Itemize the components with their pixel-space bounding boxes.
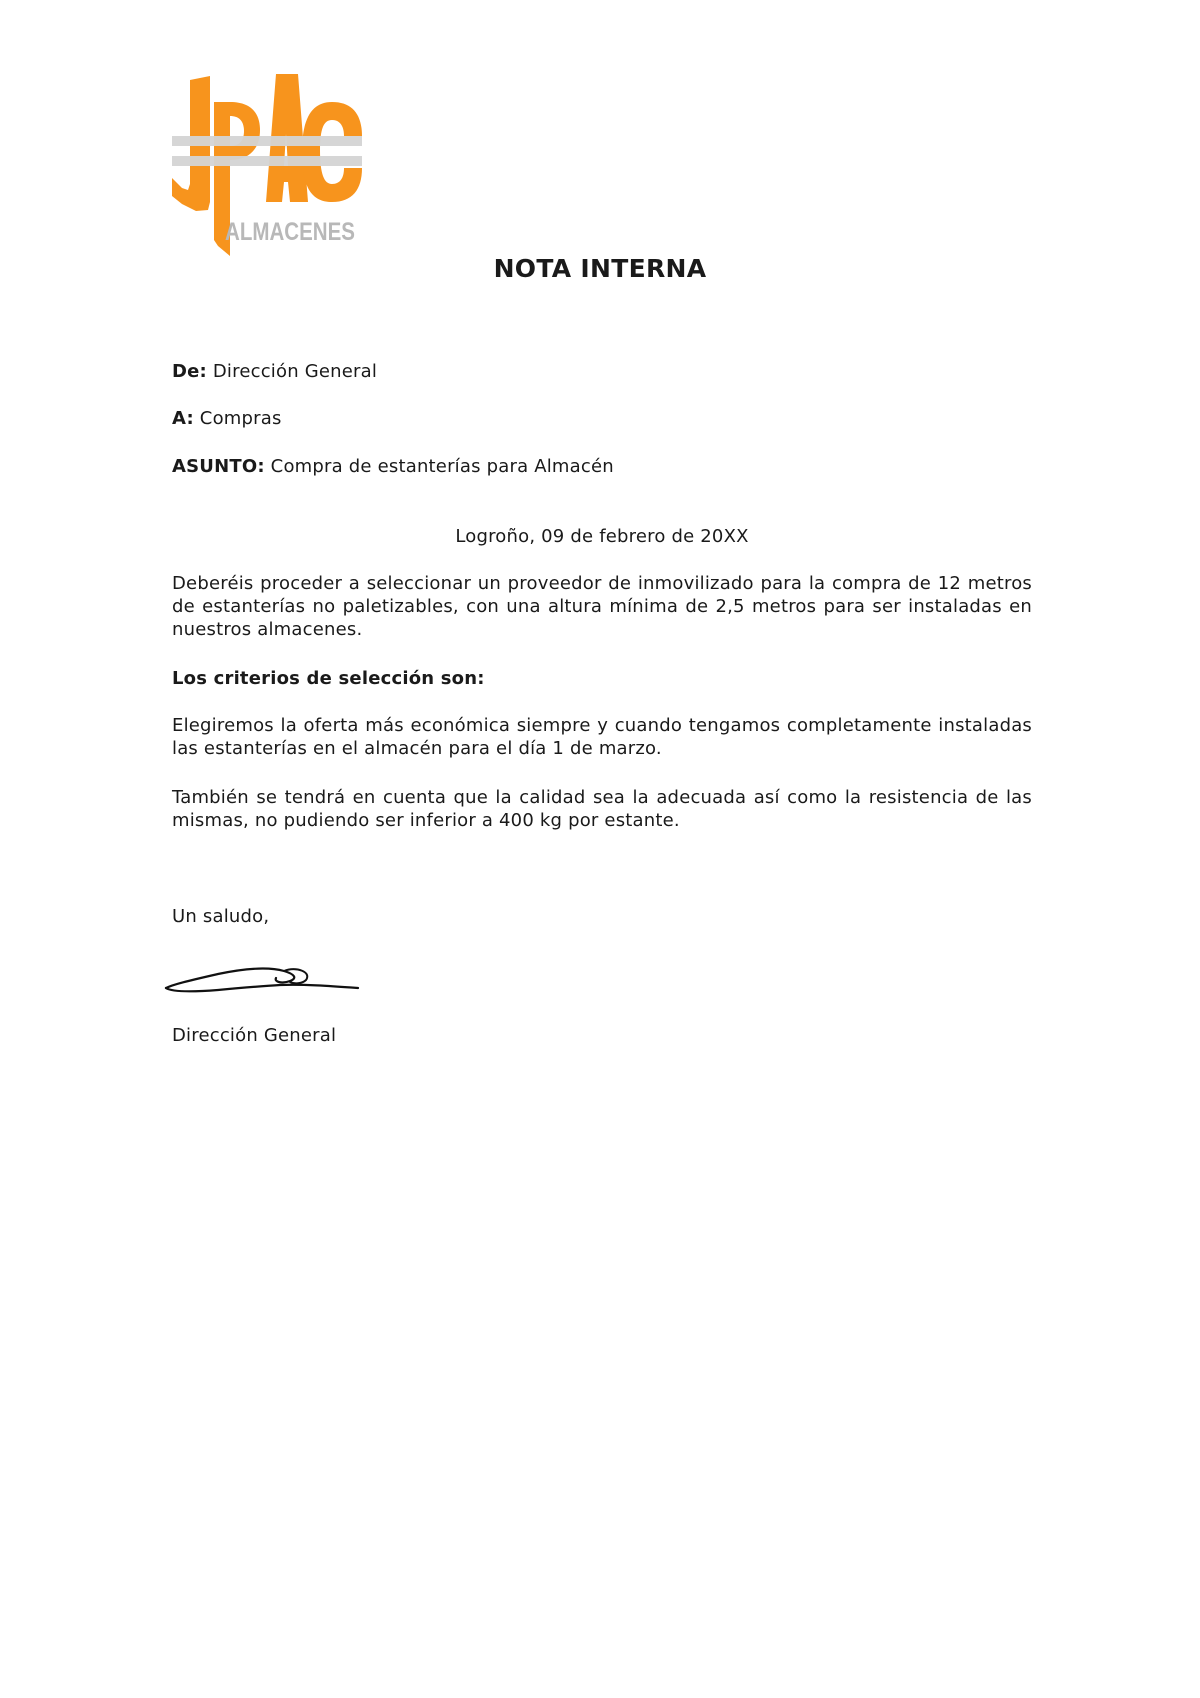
logo-stripe-bottom [172, 156, 362, 166]
subject-line [172, 455, 1032, 478]
body-paragraph-1: Deberéis proceder a seleccionar un proveedor de inmovilizado para la compra de 12 metros de estanterías no paletizables, con una altura mínima de 2,5 metros para ser instaladas en nuestros almacenes. [172, 573, 1032, 640]
body-paragraph-2: Elegiremos la oferta más económica siempre y cuando tengamos completamente instaladas las estanterías en el almacén para el día 1 de marzo. [172, 715, 1032, 759]
logo-stripe-top [172, 136, 362, 146]
criteria-heading: Los criterios de selección son: [172, 668, 485, 689]
subject-value: Compra de estanterías para Almacén [264, 456, 614, 477]
date-line: Logroño, 09 de febrero de 20XX [455, 526, 749, 547]
closing-greeting: Un saludo, [172, 906, 270, 927]
to-line [172, 407, 1032, 430]
handwritten-signature [162, 958, 362, 998]
signature-name: Dirección General [172, 1025, 337, 1046]
company-logo [172, 74, 362, 256]
logo-letter-c [302, 102, 362, 202]
subject-label: ASUNTO: [172, 456, 265, 477]
to-label: A: [172, 408, 194, 429]
logo-subtext: ALMACENES [225, 218, 355, 246]
from-line [172, 360, 1032, 383]
from-label: De: [172, 361, 207, 382]
document-title: NOTA INTERNA [493, 254, 707, 283]
from-value: Dirección General [206, 361, 378, 382]
body-paragraph-3: También se tendrá en cuenta que la calidad sea la adecuada así como la resistencia de las mismas, no pudiendo ser inferior a 400 kg por estante. [172, 787, 1032, 831]
to-value: Compras [193, 408, 282, 429]
